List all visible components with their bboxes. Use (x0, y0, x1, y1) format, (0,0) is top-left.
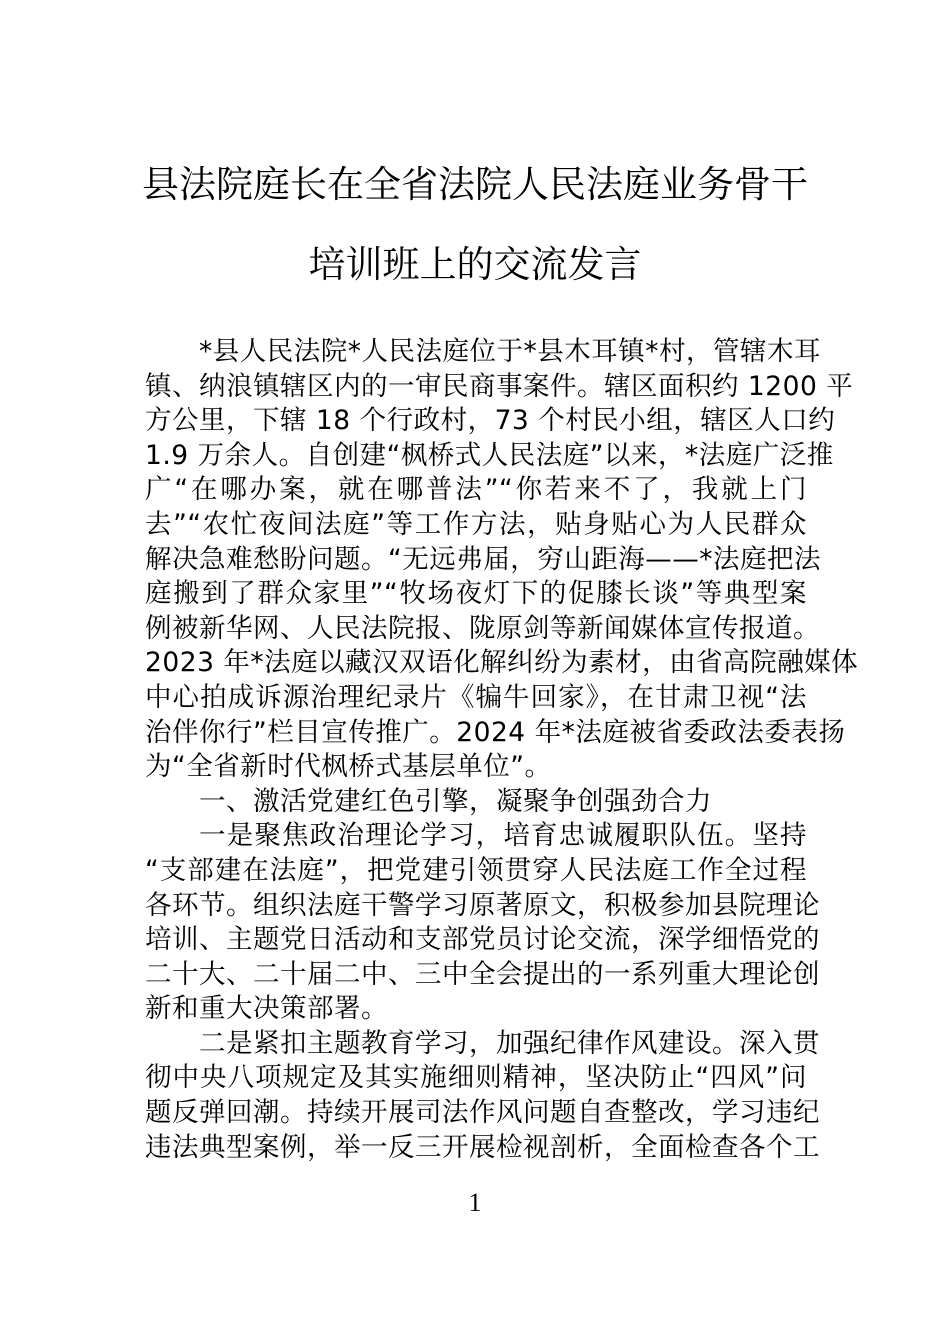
section-heading (145, 785, 807, 820)
paragraph-line: 去”“农忙夜间法庭”等工作方法，贴身贴心为人民群众 (145, 508, 807, 540)
paragraph-line: 1.9 万余人。自创建“枫桥式人民法庭”以来，*法庭广泛推 (145, 439, 834, 471)
paragraph-line: “支部建在法庭”，把党建引领贯穿人民法庭工作全过程 (145, 854, 807, 886)
paragraph-line: 新和重大决策部署。 (145, 993, 388, 1025)
paragraph-line: 2023 年*法庭以藏汉双语化解纠纷为素材，由省高院融媒体 (145, 647, 859, 679)
page-number: 1 (468, 1188, 482, 1217)
document-title-line-1: 县法院庭长在全省法院人民法庭业务骨干 (142, 163, 808, 206)
paragraph-line: 一、激活党建红色引擎，凝聚争创强劲合力 (199, 785, 712, 817)
paragraph-line: 庭搬到了群众家里”“牧场夜灯下的促膝长谈”等典型案 (145, 578, 807, 610)
paragraph-line: 违法典型案例，举一反三开展检视剖析，全面检查各个工 (145, 1131, 820, 1163)
paragraph-line: 治伴你行”栏目宣传推广。2024 年*法庭被省委政法委表扬 (145, 716, 846, 748)
paragraph (145, 1027, 820, 1165)
document-body (145, 335, 859, 1165)
paragraph-line: 例被新华网、人民法院报、陇原剑等新闻媒体宣传报道。 (145, 612, 820, 644)
paragraph-line: 培训、主题党日活动和支部党员讨论交流，深学细悟党的 (145, 924, 820, 956)
paragraph-line: 为“全省新时代枫桥式基层单位”。 (145, 751, 552, 783)
paragraph-line: 题反弹回潮。持续开展司法作风问题自查整改，学习违纪 (145, 1097, 820, 1129)
paragraph-line: 二十大、二十届二中、三中全会提出的一系列重大理论创 (145, 958, 820, 990)
paragraph (145, 819, 820, 1027)
paragraph-line: 二是紧扣主题教育学习，加强纪律作风建设。深入贯 (199, 1027, 820, 1059)
paragraph-line: 一是聚焦政治理论学习，培育忠诚履职队伍。坚持 (199, 820, 807, 852)
document-title-line-2: 培训班上的交流发言 (308, 243, 642, 286)
paragraph-line: 镇、纳浪镇辖区内的一审民商事案件。辖区面积约 1200 平 (145, 370, 854, 402)
paragraph-line: 彻中央八项规定及其实施细则精神，坚决防止“四风”问 (145, 1062, 807, 1094)
paragraph-line: 方公里，下辖 18 个行政村，73 个村民小组，辖区人口约 (145, 405, 836, 437)
paragraph-line: 中心拍成诉源治理纪录片《犏牛回家》，在甘肃卫视“法 (145, 681, 807, 713)
paragraph (145, 335, 859, 785)
paragraph-line: 解决急难愁盼问题。“无远弗届，穷山距海——*法庭把法 (145, 543, 821, 575)
paragraph-line: 各环节。组织法庭干警学习原著原文，积极参加县院理论 (145, 889, 820, 921)
paragraph-line: *县人民法院*人民法庭位于*县木耳镇*村，管辖木耳 (199, 336, 821, 367)
paragraph-line: 广“在哪办案，就在哪普法”“你若来不了，我就上门 (145, 474, 807, 506)
